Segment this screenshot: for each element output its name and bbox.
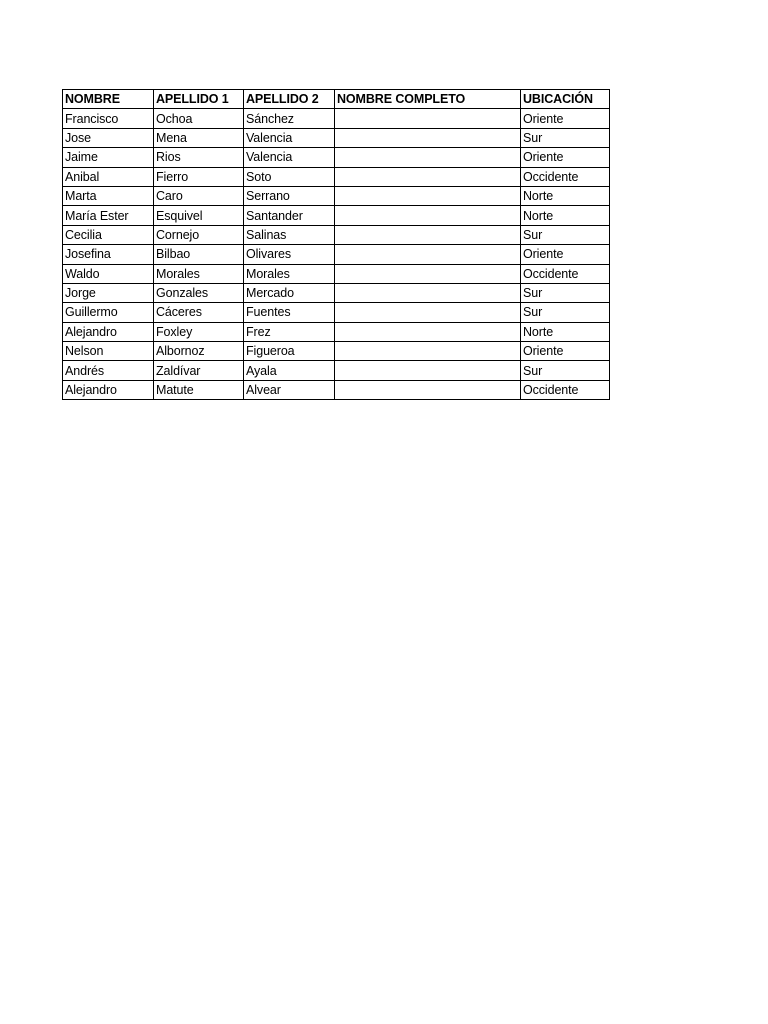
apellido-1-cell[interactable]: Mena	[154, 128, 244, 147]
apellido-1-cell[interactable]: Zaldívar	[154, 361, 244, 380]
ubicacion-cell[interactable]: Oriente	[521, 342, 610, 361]
nombre-completo-cell[interactable]	[335, 128, 521, 147]
apellido-2-cell[interactable]: Soto	[244, 167, 335, 186]
apellido-2-cell[interactable]: Salinas	[244, 225, 335, 244]
nombre-completo-cell[interactable]	[335, 303, 521, 322]
apellido-2-cell[interactable]: Valencia	[244, 128, 335, 147]
nombre-cell[interactable]: Alejandro	[63, 322, 154, 341]
table-row	[63, 361, 610, 380]
nombre-completo-cell[interactable]	[335, 186, 521, 205]
apellido-1-cell[interactable]: Gonzales	[154, 283, 244, 302]
apellido-2-cell[interactable]: Fuentes	[244, 303, 335, 322]
table-row	[63, 322, 610, 341]
ubicacion-cell[interactable]: Norte	[521, 206, 610, 225]
ubicacion-cell[interactable]: Oriente	[521, 109, 610, 128]
nombre-cell[interactable]: Marta	[63, 186, 154, 205]
nombre-cell[interactable]: Andrés	[63, 361, 154, 380]
nombre-completo-cell[interactable]	[335, 225, 521, 244]
apellido-2-cell[interactable]: Ayala	[244, 361, 335, 380]
ubicacion-cell[interactable]: Norte	[521, 322, 610, 341]
nombre-completo-cell[interactable]	[335, 148, 521, 167]
apellido-2-cell[interactable]: Figueroa	[244, 342, 335, 361]
nombre-completo-cell[interactable]	[335, 109, 521, 128]
nombre-cell[interactable]: Nelson	[63, 342, 154, 361]
table-row	[63, 225, 610, 244]
header-row	[63, 90, 610, 109]
apellido-1-cell[interactable]: Caro	[154, 186, 244, 205]
nombre-completo-cell[interactable]	[335, 283, 521, 302]
ubicacion-cell[interactable]: Sur	[521, 283, 610, 302]
header-nombre-completo[interactable]: NOMBRE COMPLETO	[335, 90, 521, 109]
nombre-completo-cell[interactable]	[335, 361, 521, 380]
apellido-1-cell[interactable]: Bilbao	[154, 245, 244, 264]
apellido-1-cell[interactable]: Matute	[154, 380, 244, 399]
nombre-completo-cell[interactable]	[335, 245, 521, 264]
table-row	[63, 264, 610, 283]
names-table	[62, 89, 610, 400]
nombre-cell[interactable]: Cecilia	[63, 225, 154, 244]
apellido-1-cell[interactable]: Esquivel	[154, 206, 244, 225]
apellido-1-cell[interactable]: Ochoa	[154, 109, 244, 128]
apellido-2-cell[interactable]: Olivares	[244, 245, 335, 264]
nombre-completo-cell[interactable]	[335, 264, 521, 283]
nombre-completo-cell[interactable]	[335, 342, 521, 361]
table-row	[63, 148, 610, 167]
table-row	[63, 128, 610, 147]
apellido-2-cell[interactable]: Frez	[244, 322, 335, 341]
ubicacion-cell[interactable]: Occidente	[521, 264, 610, 283]
table-row	[63, 283, 610, 302]
table-row	[63, 245, 610, 264]
header-ubicacion[interactable]: UBICACIÓN	[521, 90, 610, 109]
table-row	[63, 303, 610, 322]
apellido-1-cell[interactable]: Cáceres	[154, 303, 244, 322]
apellido-1-cell[interactable]: Albornoz	[154, 342, 244, 361]
ubicacion-cell[interactable]: Norte	[521, 186, 610, 205]
ubicacion-cell[interactable]: Occidente	[521, 167, 610, 186]
nombre-cell[interactable]: Josefina	[63, 245, 154, 264]
nombre-completo-cell[interactable]	[335, 206, 521, 225]
ubicacion-cell[interactable]: Sur	[521, 361, 610, 380]
table-row	[63, 186, 610, 205]
nombre-cell[interactable]: María Ester	[63, 206, 154, 225]
apellido-2-cell[interactable]: Santander	[244, 206, 335, 225]
table-row	[63, 380, 610, 399]
apellido-2-cell[interactable]: Alvear	[244, 380, 335, 399]
apellido-2-cell[interactable]: Morales	[244, 264, 335, 283]
nombre-cell[interactable]: Anibal	[63, 167, 154, 186]
table-row	[63, 206, 610, 225]
ubicacion-cell[interactable]: Occidente	[521, 380, 610, 399]
nombre-completo-cell[interactable]	[335, 322, 521, 341]
nombre-completo-cell[interactable]	[335, 380, 521, 399]
apellido-1-cell[interactable]: Fierro	[154, 167, 244, 186]
nombre-completo-cell[interactable]	[335, 167, 521, 186]
header-nombre[interactable]: NOMBRE	[63, 90, 154, 109]
ubicacion-cell[interactable]: Sur	[521, 303, 610, 322]
apellido-2-cell[interactable]: Valencia	[244, 148, 335, 167]
ubicacion-cell[interactable]: Oriente	[521, 245, 610, 264]
apellido-1-cell[interactable]: Morales	[154, 264, 244, 283]
nombre-cell[interactable]: Waldo	[63, 264, 154, 283]
table-body	[63, 90, 610, 400]
nombre-cell[interactable]: Jorge	[63, 283, 154, 302]
nombre-cell[interactable]: Jose	[63, 128, 154, 147]
table-row	[63, 167, 610, 186]
ubicacion-cell[interactable]: Sur	[521, 225, 610, 244]
nombre-cell[interactable]: Guillermo	[63, 303, 154, 322]
nombre-cell[interactable]: Francisco	[63, 109, 154, 128]
table-row	[63, 109, 610, 128]
apellido-2-cell[interactable]: Serrano	[244, 186, 335, 205]
ubicacion-cell[interactable]: Sur	[521, 128, 610, 147]
nombre-cell[interactable]: Alejandro	[63, 380, 154, 399]
apellido-2-cell[interactable]: Mercado	[244, 283, 335, 302]
table-row	[63, 342, 610, 361]
apellido-1-cell[interactable]: Foxley	[154, 322, 244, 341]
nombre-cell[interactable]: Jaime	[63, 148, 154, 167]
ubicacion-cell[interactable]: Oriente	[521, 148, 610, 167]
apellido-2-cell[interactable]: Sánchez	[244, 109, 335, 128]
header-apellido-2[interactable]: APELLIDO 2	[244, 90, 335, 109]
apellido-1-cell[interactable]: Rios	[154, 148, 244, 167]
apellido-1-cell[interactable]: Cornejo	[154, 225, 244, 244]
header-apellido-1[interactable]: APELLIDO 1	[154, 90, 244, 109]
